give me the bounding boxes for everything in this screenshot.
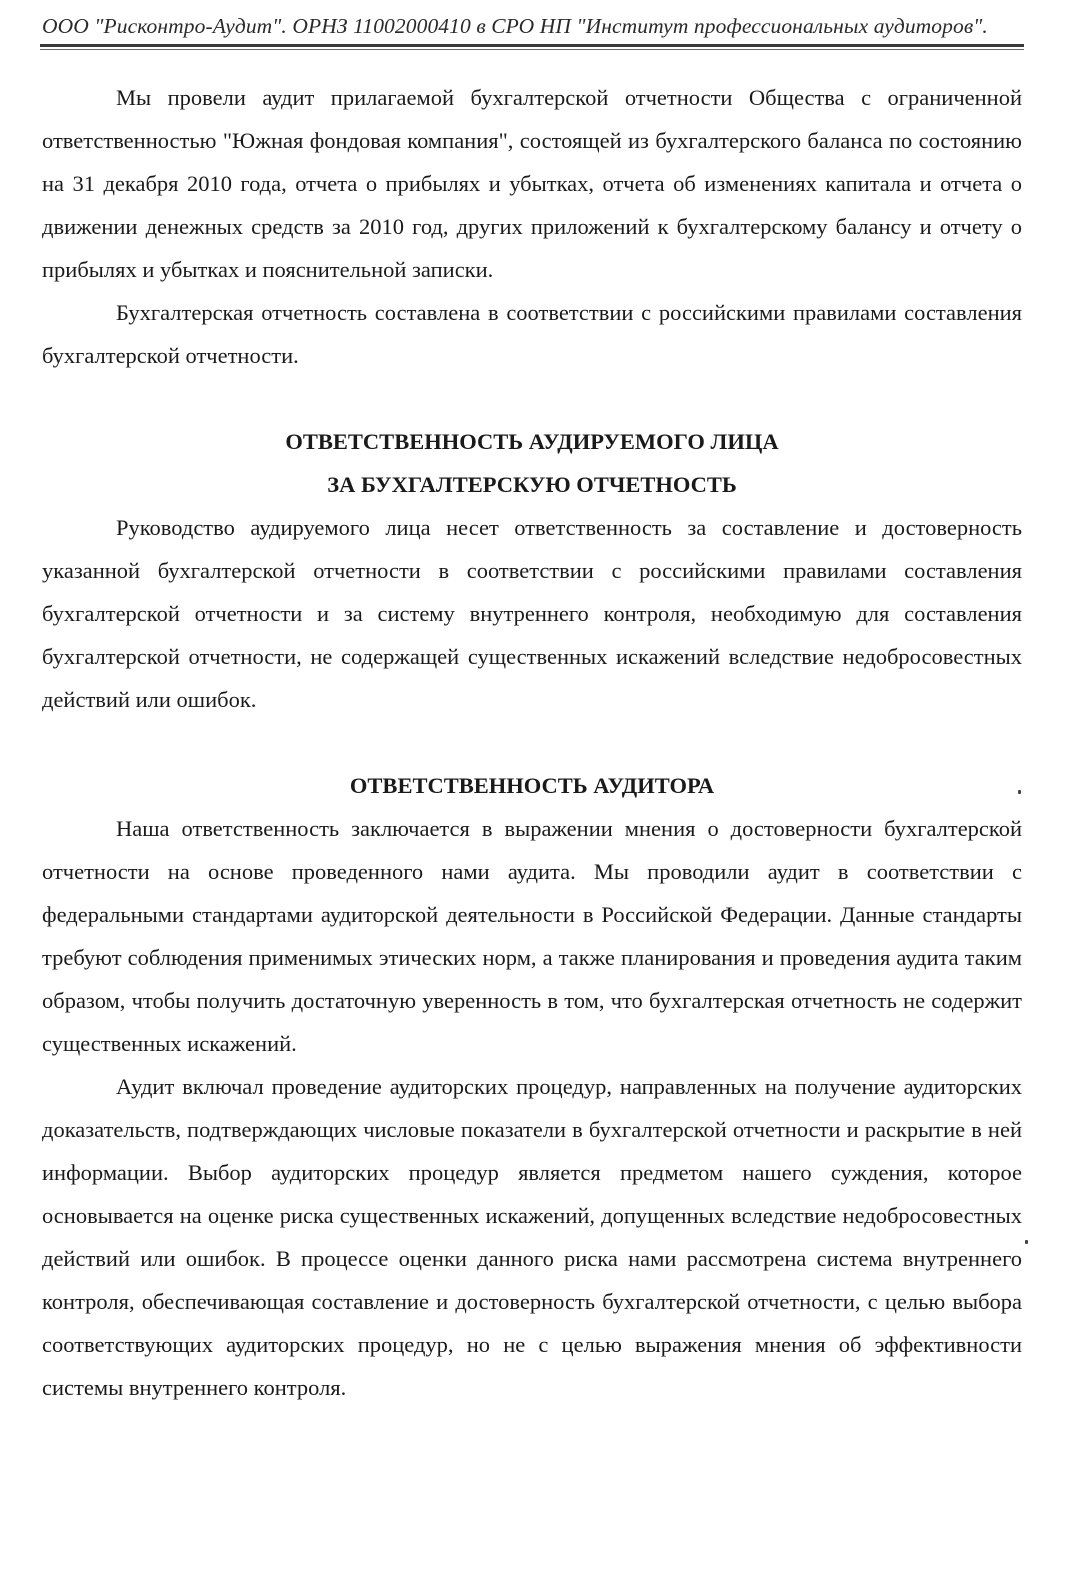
intro-paragraph-2: Бухгалтерская отчетность составлена в соответствии с российскими правилами составления бухгалтерской отчетности. [42, 300, 1022, 368]
page-header: ООО "Рисконтро-Аудит". ОРНЗ 11002000410 в СРО НП "Институт профессиональных аудиторов". [42, 14, 988, 38]
section-heading-auditor: ОТВЕТСТВЕННОСТЬ АУДИТОРА [349, 773, 715, 798]
header-rule-thick [40, 44, 1024, 47]
header-rule-thin [40, 49, 1024, 50]
section-heading-entity-line-2: ЗА БУХГАЛТЕРСКУЮ ОТЧЕТНОСТЬ [327, 472, 737, 497]
auditor-paragraph-1: Наша ответственность заключается в выражении мнения о достоверности бухгалтерской отчетности на основе проведенного нами аудита. Мы проводили аудит в соответствии с федеральными стандартами аудиторской деятельности в Российской Федерации. Данные стандарты требуют соблюдения применимых этических норм, а также планирования и проведения аудита таким образом, чтобы получить достаточную уверенность в том, что бухгалтерская отчетность не содержит существенных искажений. [42, 816, 1022, 1056]
section-entity-responsibility [42, 420, 1022, 721]
scan-speck [1025, 1240, 1028, 1244]
section-heading-entity-line-1: ОТВЕТСТВЕННОСТЬ АУДИРУЕМОГО ЛИЦА [285, 429, 779, 454]
intro-paragraph-1: Мы провели аудит прилагаемой бухгалтерской отчетности Общества с ограниченной ответственностью "Южная фондовая компания", состоящей из бухгалтерского баланса по состоянию на 31 декабря 2010 года, отчета о прибылях и убытках, отчета об изменениях капитала и отчета о движении денежных средств за 2010 год, других приложений к бухгалтерскому балансу и отчету о прибылях и убытках и пояснительной записки. [42, 85, 1022, 282]
scan-speck [1018, 790, 1021, 794]
section-auditor-responsibility [42, 764, 1022, 1409]
entity-paragraph-1: Руководство аудируемого лица несет ответственность за составление и достоверность указанной бухгалтерской отчетности в соответствии с российскими правилами составления бухгалтерской отчетности и за систему внутреннего контроля, необходимую для составления бухгалтерской отчетности, не содержащей существенных искажений вследствие недобросовестных действий или ошибок. [42, 515, 1022, 712]
auditor-paragraph-2: Аудит включал проведение аудиторских процедур, направленных на получение аудиторских доказательств, подтверждающих числовые показатели в бухгалтерской отчетности и раскрытие в ней информации. Выбор аудиторских процедур является предметом нашего суждения, которое основывается на оценке риска существенных искажений, допущенных вследствие недобросовестных действий или ошибок. В процессе оценки данного риска нами рассмотрена система внутреннего контроля, обеспечивающая составление и достоверность бухгалтерской отчетности, с целью выбора соответствующих аудиторских процедур, но не с целью выражения мнения об эффективности системы внутреннего контроля. [42, 1074, 1022, 1400]
document-body [42, 76, 1022, 1409]
